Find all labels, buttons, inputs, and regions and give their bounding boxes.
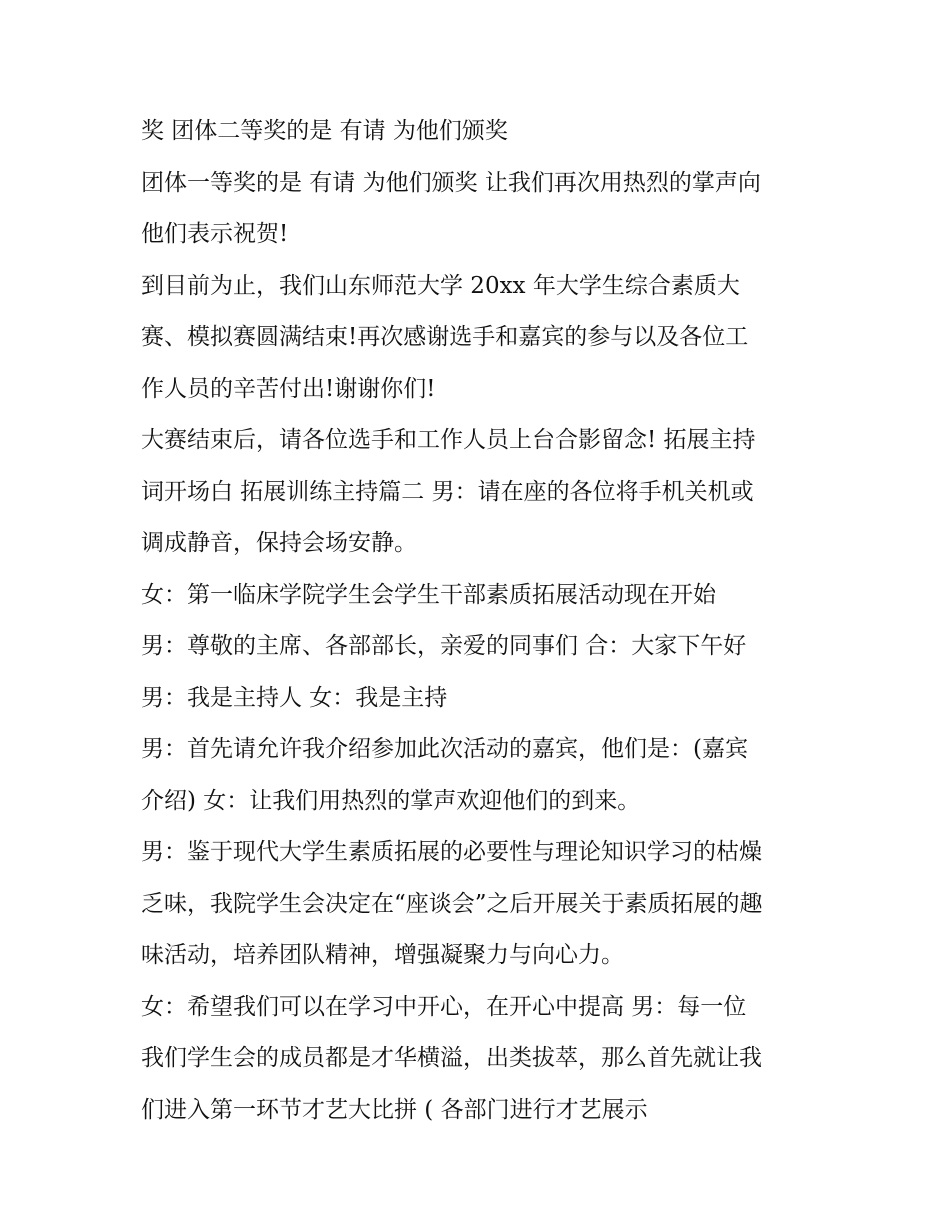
text-line: 男：尊敬的主席、各部部长，亲爱的同事们 合：大家下午好 <box>141 633 747 659</box>
text-line: 男：鉴于现代大学生素质拓展的必要性与理论知识学习的枯燥 <box>141 839 762 865</box>
text-line: 介绍) 女：让我们用热烈的掌声欢迎他们的到来。 <box>141 787 641 814</box>
text-line: 作人员的辛苦付出!谢谢你们! <box>141 375 436 402</box>
text-line: 大赛结束后，请各位选手和工作人员上台合影留念! 拓展主持 <box>141 427 756 453</box>
text-line: 奖 团体二等奖的是 有请 为他们颁奖 <box>141 118 508 144</box>
text-line: 调成静音，保持会场安静。 <box>141 530 417 556</box>
text-line: 团体一等奖的是 有请 为他们颁奖 让我们再次用热烈的掌声向 <box>141 169 761 196</box>
text-line: 我们学生会的成员都是才华横溢，出类拔萃，那么首先就让我 <box>141 1045 762 1071</box>
text-line: 他们表示祝贺! <box>141 221 289 247</box>
text-line: 女：希望我们可以在学习中开心，在开心中提高 男：每一位 <box>141 993 747 1020</box>
text-line: 味活动，培养团队精神，增强凝聚力与向心力。 <box>141 942 624 968</box>
text-line: 乏味，我院学生会决定在“座谈会”之后开展关于素质拓展的趣 <box>141 890 763 917</box>
text-line: 们进入第一环节才艺大比拼 ( 各部门进行才艺展示 <box>141 1096 648 1123</box>
text-line: 赛、模拟赛圆满结束!再次感谢选手和嘉宾的参与以及各位工 <box>141 324 749 350</box>
document-body <box>141 106 821 1136</box>
text-line: 男：我是主持人 女：我是主持 <box>141 684 448 711</box>
text-line: 男：首先请允许我介绍参加此次活动的嘉宾，他们是：(嘉宾 <box>141 736 748 762</box>
text-line: 女：第一临床学院学生会学生干部素质拓展活动现在开始 <box>141 581 716 608</box>
text-line: 到目前为止，我们山东师范大学 20xx 年大学生综合素质大 <box>141 272 740 299</box>
text-line: 词开场白 拓展训练主持篇二 男：请在座的各位将手机关机或 <box>141 478 754 505</box>
